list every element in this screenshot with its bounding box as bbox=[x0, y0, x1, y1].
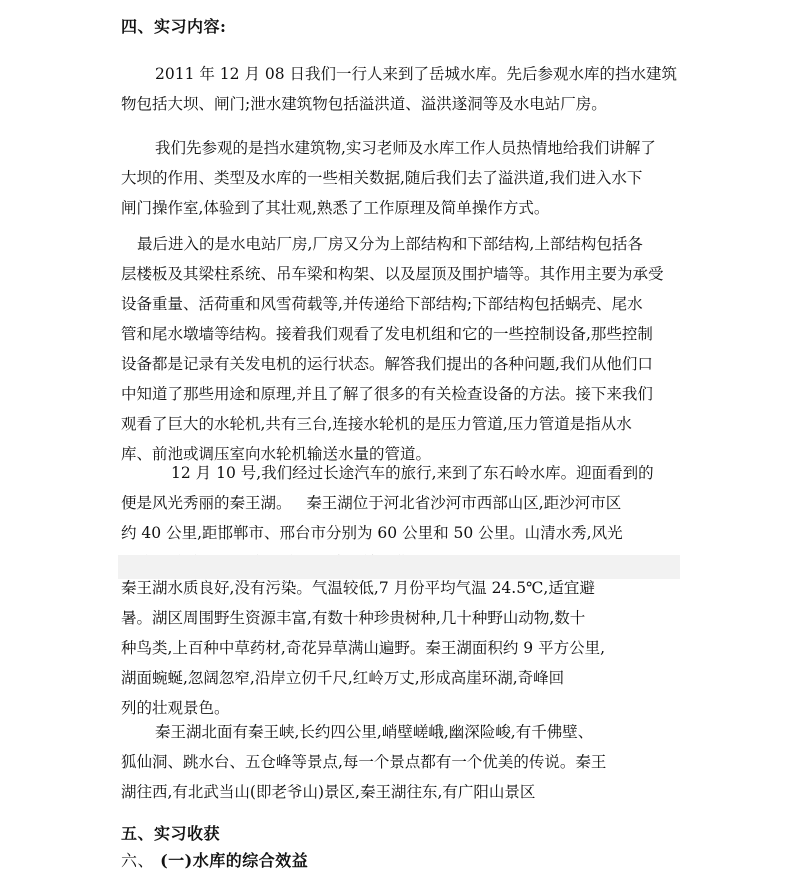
section-heading-6-prefix: 六、 bbox=[121, 851, 155, 870]
text-line: 物包括大坝、闸门;泄水建筑物包括溢洪道、溢洪遂洞等及水电站厂房。 bbox=[121, 95, 607, 113]
section-heading-6 bbox=[121, 848, 308, 871]
text-line: 12 月 10 号,我们经过长途汽车的旅行,来到了东石岭水库。迎面看到的 bbox=[171, 464, 654, 482]
text-line: 秦王湖水质良好,没有污染。气温较低,7 月份平均气温 24.5℃,适宜避 bbox=[121, 579, 595, 597]
text-line: 湖面蜿蜒,忽阔忽窄,沿岸立仞千尺,红岭万丈,形成高崖环湖,奇峰回 bbox=[121, 669, 565, 687]
text-line: 管和尾水墩墙等结构。接着我们观看了发电机组和它的一些控制设备,那些控制 bbox=[121, 325, 653, 343]
paragraph-retaining-structures bbox=[121, 133, 681, 223]
text-line: 设备重量、活荷重和风雪荷载等,并传递给下部结构;下部结构包括蜗壳、尾水 bbox=[121, 295, 643, 313]
text-line: 闸门操作室,体验到了其壮观,熟悉了工作原理及简单操作方式。 bbox=[121, 199, 550, 217]
section-heading-6-title: (一)水库的综合效益 bbox=[160, 851, 309, 870]
text-line: 2011 年 12 月 08 日我们一行人来到了岳城水库。先后参观水库的挡水建筑 bbox=[155, 65, 678, 83]
text-line: 暑。湖区周围野生资源丰富,有数十种珍贵树种,几十种野山动物,数十 bbox=[121, 609, 586, 627]
text-line: 设备都是记录有关发电机的运行状态。解答我们提出的各种问题,我们从他们口 bbox=[121, 355, 653, 373]
text-line: 中知道了那些用途和原理,并且了解了很多的有关检查设备的方法。接下来我们 bbox=[121, 385, 653, 403]
text-line: 秦王湖北面有秦王峡,长约四公里,峭壁嵯峨,幽深险峻,有千佛壁、 bbox=[155, 723, 594, 741]
text-line: 列的壮观景色。 bbox=[121, 699, 230, 717]
section-heading-5: 五、实习收获 bbox=[121, 824, 221, 843]
text-line: 约 40 公里,距邯郸市、邢台市分别为 60 公里和 50 公里。山清水秀,风光 bbox=[121, 524, 623, 542]
text-line: 狐仙洞、跳水台、五仓峰等景点,每一个景点都有一个优美的传说。秦王 bbox=[121, 753, 607, 771]
paragraph-yuecheng-visit bbox=[121, 59, 681, 119]
paragraph-powerhouse bbox=[121, 229, 681, 469]
text-line: 观看了巨大的水轮机,共有三台,连接水轮机的是压力管道,压力管道是指从水 bbox=[121, 415, 632, 433]
paragraph-qinwang-lake-scenery bbox=[121, 717, 681, 807]
text-line: 种鸟类,上百种中草药材,奇花异草满山遍野。秦王湖面积约 9 平方公里, bbox=[121, 639, 605, 657]
section-heading-4: 四、实习内容: bbox=[121, 17, 227, 36]
text-line: 层楼板及其梁柱系统、吊车梁和构架、以及屋顶及围护墙等。其作用主要为承受 bbox=[121, 265, 664, 283]
text-line: 我们先参观的是挡水建筑物,实习老师及水库工作人员热情地给我们讲解了 bbox=[155, 139, 656, 157]
text-line: 最后进入的是水电站厂房,厂房又分为上部结构和下部结构,上部结构包括各 bbox=[137, 235, 643, 253]
paragraph-qinwang-lake-environment bbox=[121, 573, 681, 723]
text-line: 大坝的作用、类型及水库的一些相关数据,随后我们去了溢洪道,我们进入水下 bbox=[121, 169, 643, 187]
text-line: 便是风光秀丽的秦王湖。 秦王湖位于河北省沙河市西部山区,距沙河市区 bbox=[121, 494, 622, 512]
text-line: 湖往西,有北武当山(即老爷山)景区,秦王湖往东,有广阳山景区 bbox=[121, 783, 536, 801]
text-line: 库、前池或调压室向水轮机输送水量的管道。 bbox=[121, 445, 432, 463]
